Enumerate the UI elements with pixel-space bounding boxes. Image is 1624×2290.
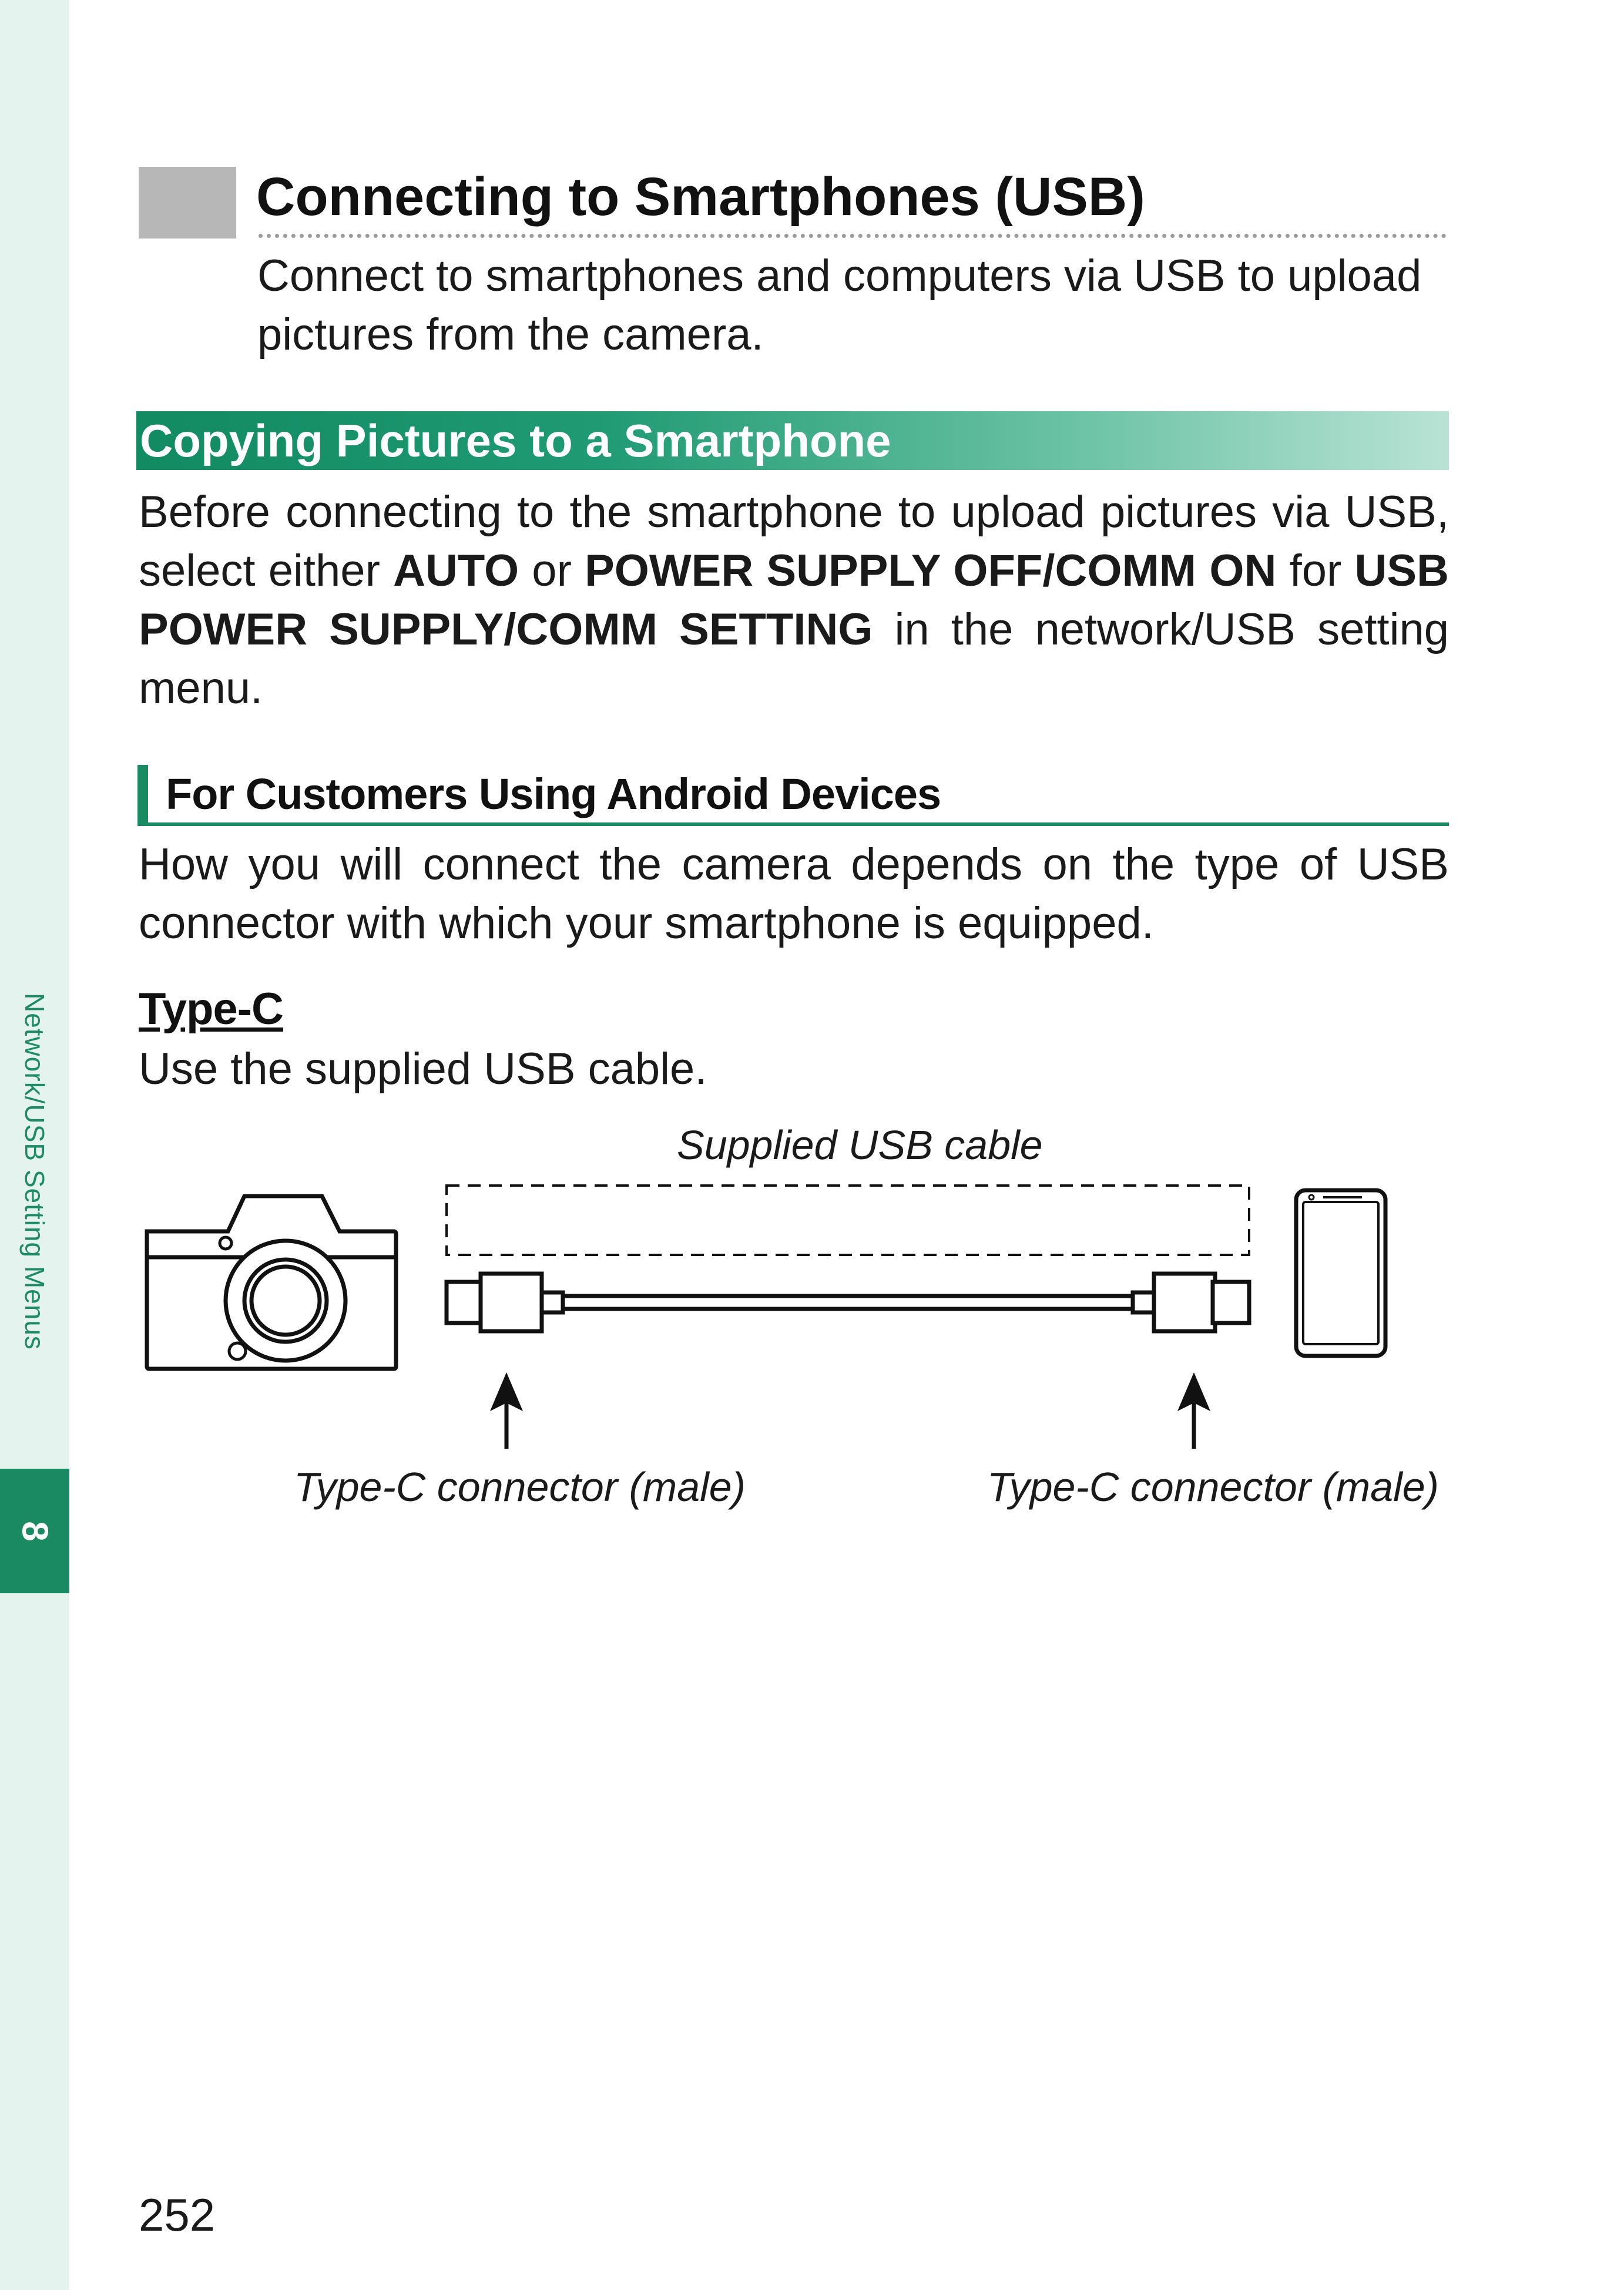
usb-cable-icon [447, 1274, 1249, 1331]
para-text-for: for [1276, 546, 1355, 596]
right-connector-caption: Type-C connector (male) [987, 1464, 1439, 1510]
left-arrow-icon [490, 1372, 523, 1449]
section-title: Copying Pictures to a Smartphone [140, 415, 891, 466]
chapter-label: Network/USB Setting Menus [19, 993, 50, 1350]
type-c-text: Use the supplied USB cable. [139, 1044, 707, 1094]
para-text-or: or [519, 546, 585, 596]
right-arrow-icon [1177, 1372, 1210, 1449]
usb-setting-name: USB POWER SUPPLY/COMM SETTING [139, 546, 1449, 654]
left-connector-caption: Type-C connector (male) [294, 1464, 746, 1510]
para-text-end: in the network/USB setting menu. [139, 605, 1449, 713]
auto-option: AUTO [393, 546, 519, 596]
smartphone-icon [1296, 1190, 1385, 1356]
page-number: 252 [139, 2189, 216, 2241]
android-paragraph: How you will connect the camera depends on the type of USB connector with which your smartphone is equipped. [139, 840, 1449, 948]
android-subtitle: For Customers Using Android Devices [166, 770, 941, 818]
intro-text: Connect to smartphones and computers via USB to upload pictures from the camera. [257, 251, 1422, 360]
type-c-label: Type-C [139, 984, 283, 1034]
cable-caption: Supplied USB cable [677, 1122, 1043, 1168]
chapter-number: 8 [14, 1520, 55, 1542]
page-title: Connecting to Smartphones (USB) [256, 167, 1145, 227]
camera-icon [147, 1196, 396, 1369]
power-supply-off-option: POWER SUPPLY OFF/COMM ON [585, 546, 1277, 596]
cable-bracket [447, 1186, 1249, 1255]
para-text-1: Before connecting to the smartphone to upload pictures via USB, select either [139, 487, 1449, 596]
